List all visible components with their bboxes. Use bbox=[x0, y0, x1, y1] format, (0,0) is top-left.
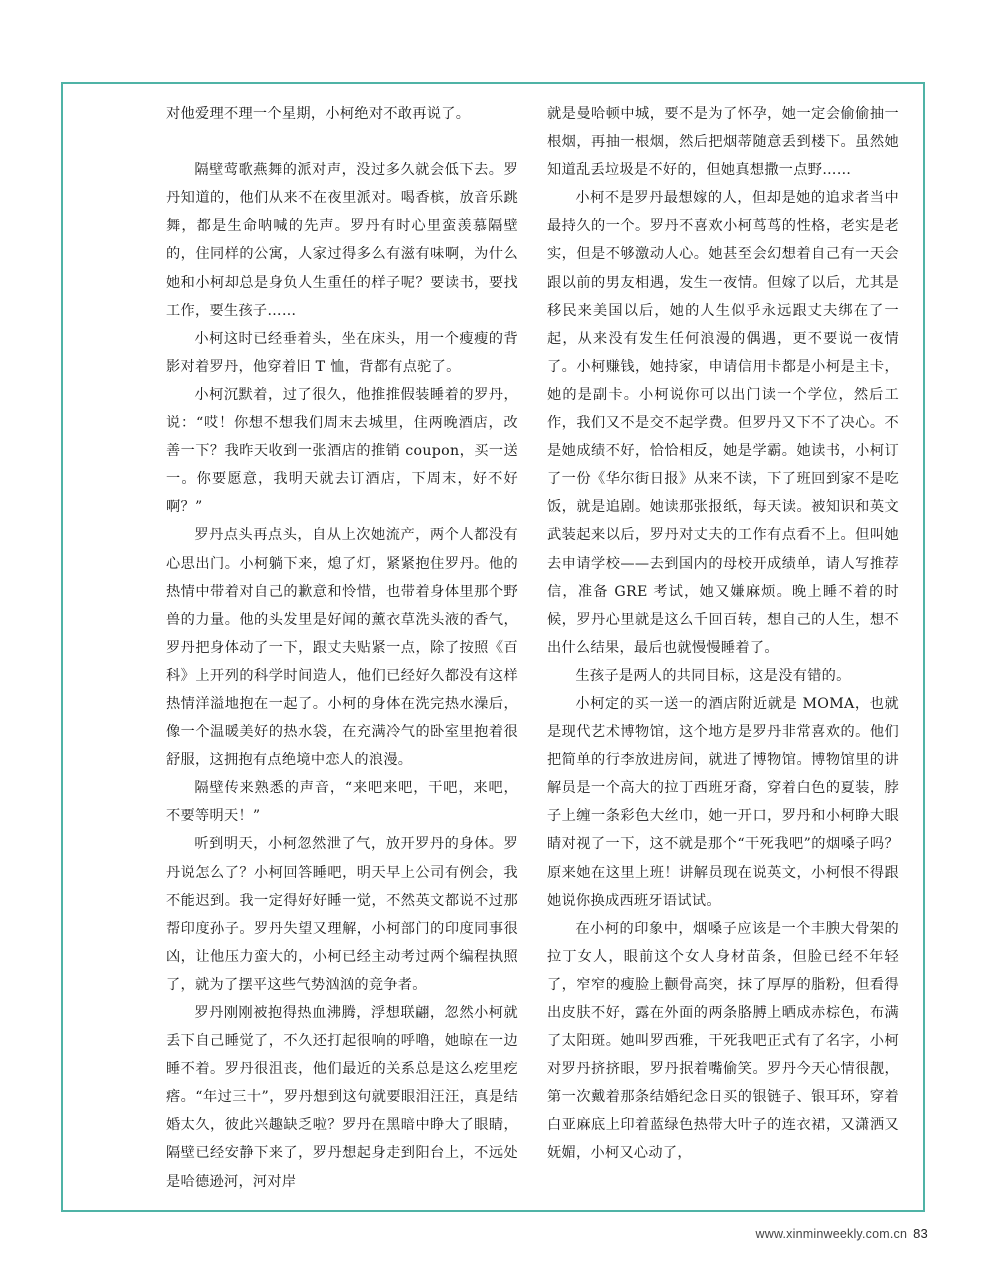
paragraph: 小柯不是罗丹最想嫁的人，但却是她的追求者当中最持久的一个。罗丹不喜欢小柯茑茑的性格，老实是老实，但是不够激动人心。她甚至会幻想着自己有一天会跟以前的男友相遇，发生一夜情。但嫁了以后，尤其是移民来美国以后，她的人生似乎永远跟丈夫绑在了一起，从来没有发生任何浪漫的偶遇，更不要说一夜情了。小柯赚钱，她持家，申请信用卡都是小柯是主卡，她的是副卡。小柯说你可以出门读一个学位，然后工作，我们又不是交不起学费。但罗丹又下不了决心。不是她成绩不好，恰恰相反，她是学霸。她读书，小柯订了一份《华尔街日报》从来不读，下了班回到家不是吃饭，就是追剧。她读那张报纸，每天读。被知识和英文武装起来以后，罗丹对丈夫的工作有点看不上。但叫她去申请学校——去到国内的母校开成绩单，请人写推荐信，准备 GRE 考试，她又嫌麻烦。晚上睡不着的时候，罗丹心里就是这么千回百转，想自己的人生，想不出什么结果，最后也就慢慢睡着了。 bbox=[547, 190, 899, 656]
paragraph: 小柯这时已经垂着头，坐在床头，用一个瘦瘦的背影对着罗丹，他穿着旧 T 恤，背都有点驼了。 bbox=[166, 330, 518, 375]
paragraph: 小柯沉默着，过了很久，他推推假装睡着的罗丹，说：“哎！你想不想我们周末去城里，住两晚酒店，改善一下？我昨天收到一张酒店的推销 coupon，买一送一。你要愿意，我明天就去订酒店，下周末，好不好啊？” bbox=[166, 386, 518, 516]
page-footer bbox=[755, 1226, 928, 1241]
paragraph: 在小柯的印象中，烟嗓子应该是一个丰腴大骨架的拉丁女人，眼前这个女人身材苗条，但脸已经不年轻了，窄窄的瘦脸上颧骨高突，抹了厚厚的脂粉，但看得出皮肤不好，露在外面的两条胳膊上晒成赤棕色，布满了太阳斑。她叫罗西雅，干死我吧正式有了名字，小柯对罗丹挤挤眼，罗丹抿着嘴偷笑。罗丹今天心情很靓，第一次戴着那条结婚纪念日买的银链子、银耳环，穿着白亚麻底上印着蓝绿色热带大叶子的连衣裙，又潇洒又妩媚，小柯又心动了， bbox=[547, 920, 899, 1162]
left-column bbox=[166, 100, 518, 1196]
page-number: 83 bbox=[913, 1226, 928, 1241]
right-column bbox=[547, 100, 899, 1168]
paragraph: 小柯定的买一送一的酒店附近就是 MOMA，也就是现代艺术博物馆，这个地方是罗丹非常喜欢的。他们把简单的行李放进房间，就进了博物馆。博物馆里的讲解员是一个高大的拉丁西班牙裔，穿着白色的夏装，脖子上缠一条彩色大丝巾，她一开口，罗丹和小柯睁大眼睛对视了一下，这不就是那个“干死我吧”的烟嗓子吗？原来她在这里上班！讲解员现在说英文，小柯恨不得跟她说你换成西班牙语试试。 bbox=[547, 695, 899, 909]
paragraph: 生孩子是两人的共同目标，这是没有错的。 bbox=[575, 667, 851, 684]
paragraph: 听到明天，小柯忽然泄了气，放开罗丹的身体。罗丹说怎么了？小柯回答睡吧，明天早上公司有例会，我不能迟到。我一定得好好睡一觉，不然英文都说不过那帮印度孙子。罗丹失望又理解，小柯部门的印度同事很凶，让他压力蛮大的，小柯已经主动考过两个编程执照了，就为了摆平这些气势汹汹的竞争者。 bbox=[166, 836, 518, 993]
paragraph: 罗丹点头再点头，自从上次她流产，两个人都没有心思出门。小柯躺下来，熄了灯，紧紧抱住罗丹。他的热情中带着对自己的歉意和怜惜，也带着身体里那个野兽的力量。他的头发里是好闻的薰衣草洗头液的香气，罗丹把身体动了一下，跟丈夫贴紧一点，除了按照《百科》上开列的科学时间造人，他们已经好久都没有这样热情洋溢地抱在一起了。小柯的身体在洗完热水澡后，像一个温暖美好的热水袋，在充满冷气的卧室里抱着很舒服，这拥抱有点绝境中恋人的浪漫。 bbox=[166, 527, 518, 769]
paragraph: 就是曼哈顿中城，要不是为了怀孕，她一定会偷偷抽一根烟，再抽一根烟，然后把烟蒂随意丢到楼下。虽然她知道乱丢垃圾是不好的，但她真想撒一点野…… bbox=[547, 106, 899, 179]
paragraph: 对他爱理不理一个星期，小柯绝对不敢再说了。 bbox=[166, 106, 471, 122]
paragraph: 隔壁莺歌燕舞的派对声，没过多久就会低下去。罗丹知道的，他们从来不在夜里派对。喝香槟，放音乐跳舞，都是生命呐喊的先声。罗丹有时心里蛮羡慕隔壁的，住同样的公寓，人家过得多么有滋有味啊，为什么她和小柯却总是身负人生重任的样子呢？要读书，要找工作，要生孩子…… bbox=[166, 162, 518, 319]
website-url: www.xinminweekly.com.cn bbox=[755, 1227, 908, 1241]
paragraph-break bbox=[166, 128, 518, 156]
paragraph: 罗丹刚刚被抱得热血沸腾，浮想联翩，忽然小柯就丢下自己睡觉了，不久还打起很响的呼噜，她晾在一边睡不着。罗丹很沮丧，他们最近的关系总是这么疙里疙瘩。“年过三十”，罗丹想到这句就要眼泪汪汪，真是结婚太久，彼此兴趣缺乏啦？罗丹在黑暗中睁大了眼睛，隔壁已经安静下来了，罗丹想起身走到阳台上，不远处是哈德逊河，河对岸 bbox=[166, 1005, 518, 1190]
paragraph: 隔壁传来熟悉的声音，“来吧来吧，干吧，来吧，不要等明天！” bbox=[166, 780, 518, 825]
